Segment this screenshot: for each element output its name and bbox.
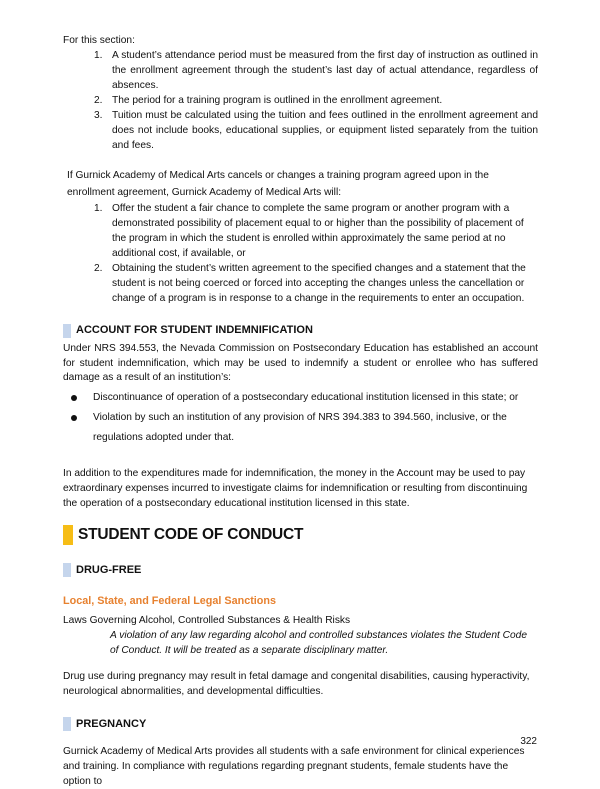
heading-marker — [63, 563, 71, 577]
intro-list — [94, 48, 538, 153]
section-heading-pregnancy: PREGNANCY — [63, 717, 538, 732]
violation-note: A violation of any law regarding alcohol and controlled substances violates the Student Code of Conduct. It will be treated as a separate disciplinary matter. — [110, 629, 528, 656]
pregnancy-risk-paragraph: Drug use during pregnancy may result in fetal damage and congenital disabilities, causing hyperactivity, neurological abnormalities, and developmental difficulties. — [63, 670, 530, 697]
list-item: 2. The period for a training program is outlined in the enrollment agreement. — [94, 95, 443, 106]
section-heading-code-of-conduct: STUDENT CODE OF CONDUCT — [63, 525, 538, 545]
indemnification-additional: In addition to the expenditures made for indemnification, the money in the Account may be used to pay extraordinary expenses incurred to investigate claims for indemnification or resulting from discontinuing the operation of a postsecondary educational institution licensed in this state. — [63, 467, 528, 509]
indemnification-paragraph: Under NRS 394.553, the Nevada Commission on Postsecondary Education has established an account for student indemnification, which may be used to indemnify a student or enrollee who has suffered damage as a result of an institution’s: — [63, 343, 538, 383]
page-number: 322 — [520, 736, 537, 747]
bullet-icon — [71, 415, 77, 421]
list-item: 3. Tuition must be calculated using the tuition and fees outlined in the enrollment agreement and does not include books, educational supplies, or equipment listed separately from the tuition and fees. — [94, 110, 538, 151]
document-page — [63, 0, 538, 789]
list-item: 2. Obtaining the student’s written agreement to the specified changes and a statement that the student is not being coerced or forced into accepting the changes unless the cancellation or change of a program is in response to a change in the requirements to enter an occupation. — [94, 263, 526, 304]
list-item: 1. Offer the student a fair chance to complete the same program or another program with a demonstrated possibility of placement equal to or higher than the possibility of placement of the program in which the student is enrolled within approximately the same period at no additional cost, if available, or — [94, 203, 524, 259]
cancel-paragraph: If Gurnick Academy of Medical Arts cancels or changes a training program agreed upon in the enrollment agreement, Gurnick Academy of Medical Arts will: — [67, 170, 489, 198]
laws-label: Laws Governing Alcohol, Controlled Substances & Health Risks — [63, 614, 351, 626]
heading-marker — [63, 717, 71, 731]
section-heading-drug-free: DRUG-FREE — [63, 563, 538, 578]
heading-marker — [63, 525, 73, 545]
bullet-icon — [71, 395, 77, 401]
list-item: 1. A student’s attendance period must be measured from the first day of instruction as outlined in the enrollment agreement through the student’s last day of actual attendance, regardless of absences. — [94, 50, 538, 91]
legal-sanctions-heading: Local, State, and Federal Legal Sanctions — [63, 594, 276, 607]
cancel-list — [94, 201, 538, 306]
intro-label: For this section: — [63, 35, 135, 46]
pregnancy-paragraph: Gurnick Academy of Medical Arts provides all students with a safe environment for clinical experiences and training. In compliance with regulations regarding pregnant students, female students have the option to — [63, 745, 525, 787]
heading-marker — [63, 324, 71, 338]
list-item: Discontinuance of operation of a postsecondary educational institution licensed in this state; or — [63, 388, 538, 408]
list-item: Violation by such an institution of any provision of NRS 394.383 to 394.560, inclusive, or the regulations adopted under that. — [63, 408, 538, 448]
indemnification-bullets — [63, 388, 538, 448]
section-heading-indemnification: ACCOUNT FOR STUDENT INDEMNIFICATION — [63, 323, 538, 338]
